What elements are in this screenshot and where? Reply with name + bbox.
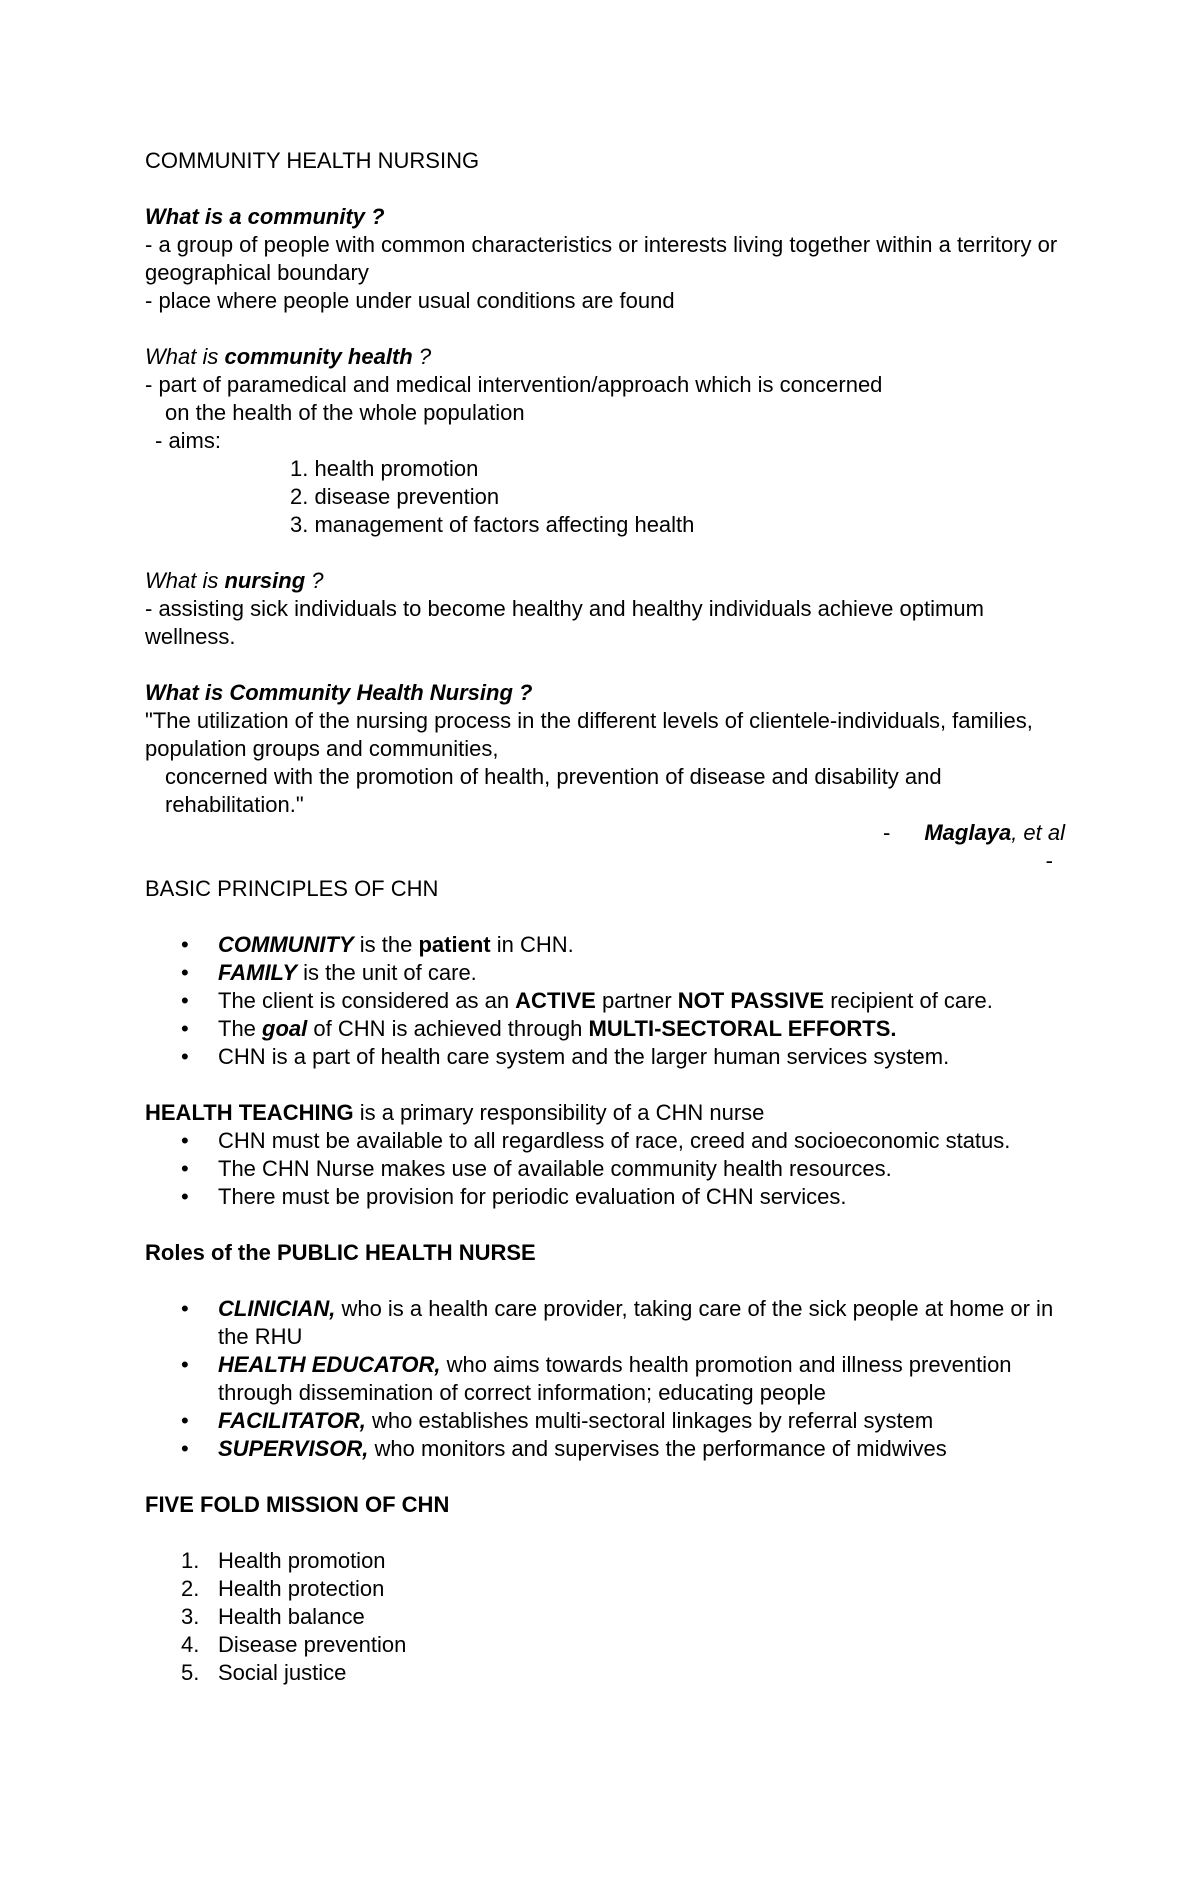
- teaching-list: [145, 1127, 1075, 1211]
- list-item: • CLINICIAN, who is a health care provider, taking care of the sick people at home or in the RHU: [145, 1295, 1075, 1351]
- document-title: COMMUNITY HEALTH NURSING: [145, 148, 480, 173]
- attribution-dash: -: [1045, 848, 1053, 873]
- aim-item: 1. health promotion: [290, 456, 479, 481]
- list-item: • SUPERVISOR, who monitors and supervises the performance of midwives: [145, 1435, 1075, 1463]
- list-item: • CHN is a part of health care system and the larger human services system.: [145, 1043, 1075, 1071]
- attribution: - Maglaya, et al: [883, 820, 1065, 845]
- list-item: 5. Social justice: [181, 1660, 347, 1685]
- list-item: • The CHN Nurse makes use of available community health resources.: [145, 1155, 1075, 1183]
- list-item: • CHN must be available to all regardless of race, creed and socioeconomic status.: [145, 1127, 1075, 1155]
- aim-item: 2. disease prevention: [290, 484, 500, 509]
- q4-heading: What is Community Health Nursing ?: [145, 680, 533, 705]
- mission-list: [145, 1547, 1075, 1687]
- q3-heading: What is nursing ?: [145, 568, 324, 593]
- list-item: • The client is considered as an ACTIVE partner NOT PASSIVE recipient of care.: [145, 987, 1075, 1015]
- list-item: • The goal of CHN is achieved through MULTI-SECTORAL EFFORTS.: [145, 1015, 1075, 1043]
- list-item: 2. Health protection: [181, 1576, 385, 1601]
- document-body: [145, 147, 1075, 1687]
- list-item: • FAMILY is the unit of care.: [145, 959, 1075, 987]
- q2-heading: What is community health ?: [145, 344, 432, 369]
- aim-item: 3. management of factors affecting health: [290, 512, 695, 537]
- q1-line-2: - place where people under usual conditions are found: [145, 288, 675, 313]
- mission-heading: FIVE FOLD MISSION OF CHN: [145, 1492, 450, 1517]
- q3-line: - assisting sick individuals to become healthy and healthy individuals achieve optimum wellness.: [145, 596, 984, 649]
- aims-label: - aims:: [155, 428, 221, 453]
- q1-line-1: - a group of people with common characteristics or interests living together within a territory or geographical boundary: [145, 232, 1058, 285]
- roles-list: [145, 1295, 1075, 1463]
- roles-heading: Roles of the PUBLIC HEALTH NURSE: [145, 1240, 536, 1265]
- principles-heading: BASIC PRINCIPLES OF CHN: [145, 876, 439, 901]
- q2-line-2: on the health of the whole population: [165, 400, 525, 425]
- list-item: 4. Disease prevention: [181, 1632, 407, 1657]
- list-item: 1. Health promotion: [181, 1548, 386, 1573]
- list-item: • HEALTH EDUCATOR, who aims towards health promotion and illness prevention through dissemination of correct information; educating people: [145, 1351, 1075, 1407]
- list-item: • There must be provision for periodic evaluation of CHN services.: [145, 1183, 1075, 1211]
- q1-heading: What is a community ?: [145, 204, 385, 229]
- q4-quote-1: "The utilization of the nursing process in the different levels of clientele-individuals, families, population groups and communities,: [145, 708, 1033, 761]
- teaching-heading: HEALTH TEACHING is a primary responsibility of a CHN nurse: [145, 1100, 765, 1125]
- list-item: • COMMUNITY is the patient in CHN.: [145, 931, 1075, 959]
- list-item: 3. Health balance: [181, 1604, 365, 1629]
- principles-list: [145, 931, 1075, 1071]
- q2-line-1: - part of paramedical and medical intervention/approach which is concerned: [145, 372, 883, 397]
- list-item: • FACILITATOR, who establishes multi-sectoral linkages by referral system: [145, 1407, 1075, 1435]
- q4-quote-2: concerned with the promotion of health, prevention of disease and disability and rehabilitation.": [165, 764, 942, 817]
